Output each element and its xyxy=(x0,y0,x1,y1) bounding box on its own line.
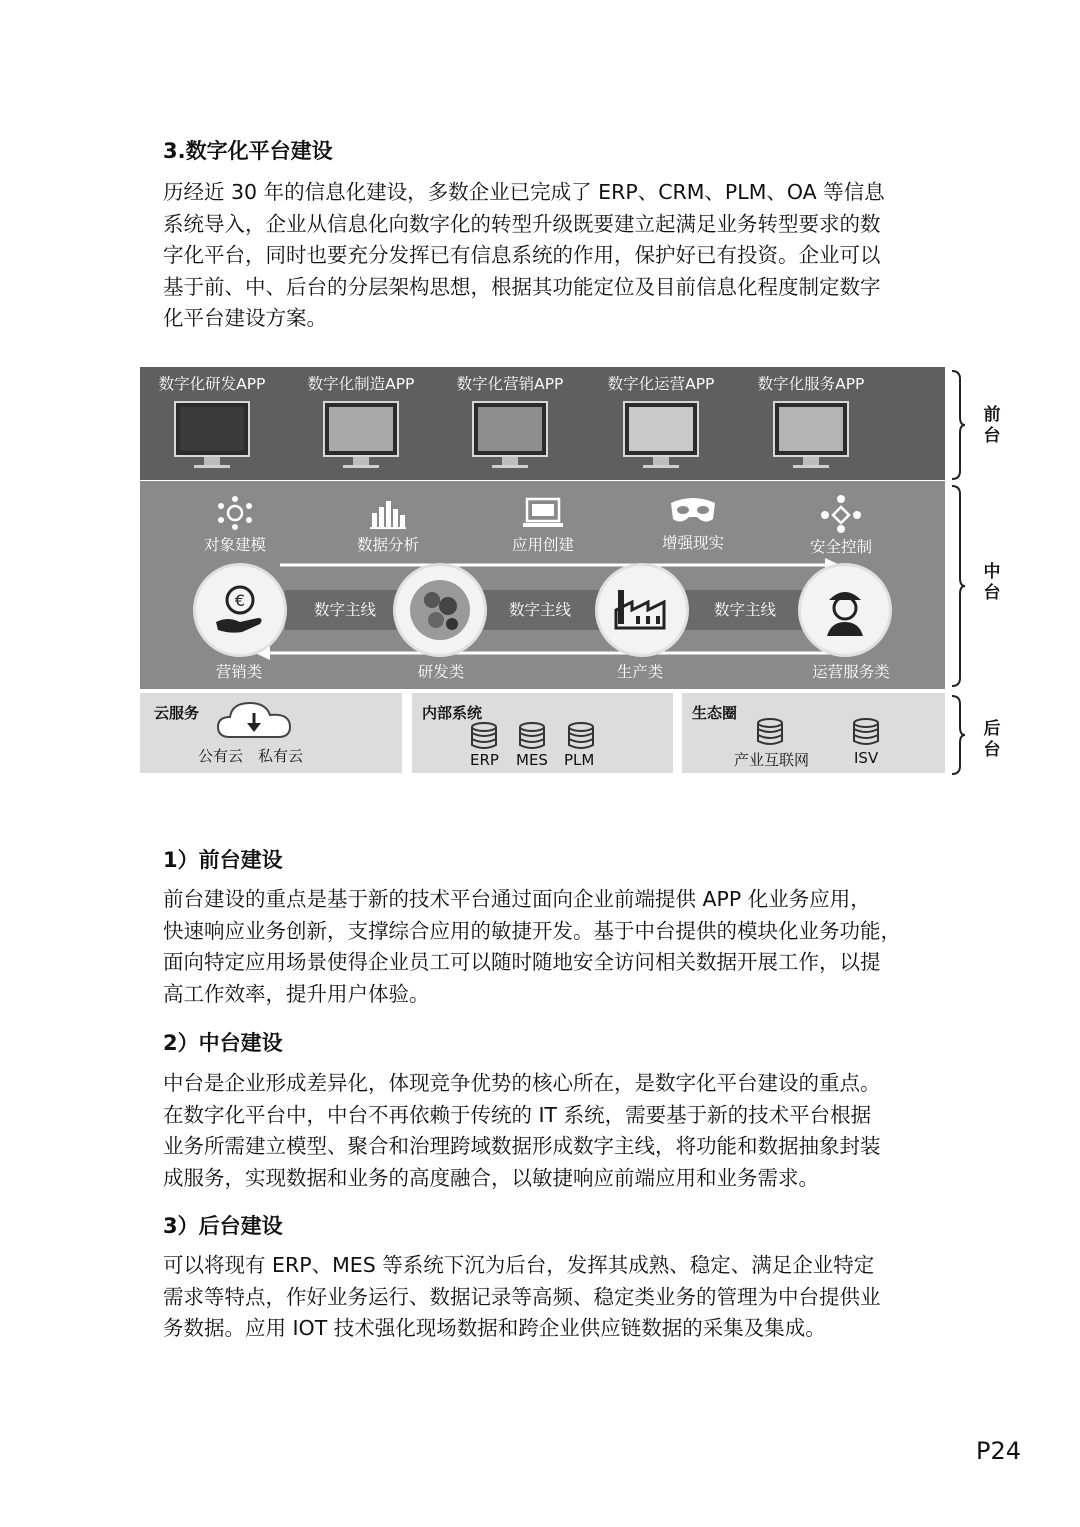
category-label: 生产类 xyxy=(616,663,664,681)
paragraph-line: 可以将现有 ERP、MES 等系统下沉为后台，发挥其成熟、稳定、满足企业特定 xyxy=(163,1253,875,1277)
capability-label: 应用创建 xyxy=(511,536,574,554)
subsection-paragraph-middle xyxy=(163,1068,923,1194)
back-internal-panel xyxy=(412,693,673,773)
front-app-manufacturing xyxy=(286,373,436,457)
paragraph-line: 前台建设的重点是基于新的技术平台通过面向企业前端提供 APP 化业务应用， xyxy=(163,887,871,911)
monitor-icon xyxy=(472,401,548,457)
back-brace xyxy=(950,694,966,776)
monitor-icon xyxy=(323,401,399,457)
middle-layer-band xyxy=(140,481,945,689)
monitor-icon xyxy=(174,401,250,457)
engineer-icon xyxy=(801,566,889,654)
subsection-title-middle: 2）中台建设 xyxy=(163,1031,283,1055)
intro-line: 历经近 30 年的信息化建设，多数企业已完成了 ERP、CRM、PLM、OA 等信息 xyxy=(163,180,885,204)
front-app-title: 数字化营销APP xyxy=(456,375,564,393)
capability-data-analysis xyxy=(313,495,463,555)
layer-char: 后 xyxy=(983,719,1001,739)
front-app-title: 数字化制造APP xyxy=(307,375,415,393)
paragraph-line: 快速响应业务创新，支撑综合应用的敏捷开发。基于中台提供的模块化业务功能， xyxy=(163,918,901,943)
factory-icon xyxy=(598,566,686,654)
bar-chart-icon xyxy=(368,495,408,531)
system-label: MES xyxy=(516,751,548,769)
digital-thread-band: 数字主线 xyxy=(285,590,405,630)
flow-arrow-left xyxy=(255,646,855,660)
intro-paragraph xyxy=(163,177,923,335)
people-network-icon xyxy=(819,493,863,533)
architecture-diagram xyxy=(140,367,945,775)
paragraph-line: 务数据。应用 IOT 技术强化现场数据和跨企业供应链数据的采集及集成。 xyxy=(163,1316,826,1340)
monitor-icon xyxy=(773,401,849,457)
section-title: 3.数字化平台建设 xyxy=(163,139,333,163)
paragraph-line: 需求等特点，作好业务运行、数据记录等高频、稳定类业务的管理为中台提供业 xyxy=(163,1284,881,1309)
page-number: P24 xyxy=(976,1437,1022,1465)
front-layer-label xyxy=(982,405,1002,447)
euro-hand-icon xyxy=(196,566,284,654)
database-icon xyxy=(470,721,500,751)
middle-layer-label xyxy=(982,562,1002,604)
category-label: 研发类 xyxy=(417,663,465,681)
paragraph-line: 高工作效率，提升用户体验。 xyxy=(163,981,430,1006)
eco-label: ISV xyxy=(854,749,879,767)
eco-label: 产业互联网 xyxy=(734,751,810,769)
intro-line: 系统导入，企业从信息化向数字化的转型升级既要建立起满足业务转型要求的数 xyxy=(163,211,881,236)
front-app-title: 数字化研发APP xyxy=(158,375,266,393)
database-icon xyxy=(852,717,882,747)
digital-thread-band: 数字主线 xyxy=(480,590,600,630)
layer-char: 台 xyxy=(983,426,1001,446)
internal-title: 内部系统 xyxy=(422,704,483,722)
database-icon xyxy=(756,717,786,747)
digital-thread-band: 数字主线 xyxy=(685,590,805,630)
subsection-title-front: 1）前台建设 xyxy=(163,848,283,872)
capability-label: 安全控制 xyxy=(809,538,872,556)
cloud-download-icon xyxy=(216,699,292,741)
paragraph-line: 成服务，实现数据和业务的高度融合，以敏捷响应前端应用和业务需求。 xyxy=(163,1165,819,1190)
paragraph-line: 在数字化平台中，中台不再依赖于传统的 IT 系统，需要基于新的技术平台根据 xyxy=(163,1102,872,1127)
intro-line: 基于前、中、后台的分层架构思想，根据其功能定位及目前信息化程度制定数字 xyxy=(163,274,881,299)
back-layer-label xyxy=(982,719,1002,761)
back-eco-panel xyxy=(682,693,945,773)
layer-char: 前 xyxy=(983,405,1001,425)
system-label: ERP xyxy=(470,751,499,769)
front-layer-band xyxy=(140,367,945,480)
front-brace xyxy=(950,369,966,481)
subsection-title-back: 3）后台建设 xyxy=(163,1214,283,1238)
category-label: 营销类 xyxy=(215,663,263,681)
capability-label: 数据分析 xyxy=(356,536,419,554)
front-app-title: 数字化运营APP xyxy=(607,375,715,393)
paragraph-line: 面向特定应用场景使得企业员工可以随时随地安全访问相关数据开展工作，以提 xyxy=(163,950,881,974)
layer-char: 台 xyxy=(983,740,1001,760)
service-circle xyxy=(798,563,892,657)
laptop-icon xyxy=(521,495,565,531)
cloud-title: 云服务 xyxy=(154,704,200,722)
intro-line: 化平台建设方案。 xyxy=(163,306,327,330)
capability-label: 对象建模 xyxy=(203,536,266,554)
capability-label: 增强现实 xyxy=(661,534,724,552)
intro-line: 字化平台，同时也要充分发挥已有信息系统的作用，保护好已有投资。企业可以 xyxy=(163,243,881,267)
database-icon xyxy=(567,721,597,751)
back-cloud-panel xyxy=(140,693,402,773)
front-app-marketing xyxy=(435,373,585,457)
cloud-label: 公有云 私有云 xyxy=(198,747,304,765)
molecule-icon xyxy=(396,566,484,654)
capability-augmented-reality xyxy=(618,493,768,553)
subsection-paragraph-front xyxy=(163,884,923,1010)
vr-headset-icon xyxy=(667,493,719,529)
production-circle xyxy=(595,563,689,657)
layer-char: 台 xyxy=(983,583,1001,603)
eco-title: 生态圈 xyxy=(692,704,738,722)
monitor-icon xyxy=(623,401,699,457)
middle-brace xyxy=(950,484,966,688)
paragraph-line: 中台是企业形成差异化，体现竞争优势的核心所在，是数字化平台建设的重点。 xyxy=(163,1071,881,1095)
flow-arrow-right xyxy=(280,558,840,572)
category-label: 运营服务类 xyxy=(812,663,890,681)
svg-text:€: € xyxy=(234,591,246,610)
layer-char: 中 xyxy=(983,562,1001,582)
capability-app-creation xyxy=(468,495,618,555)
paragraph-line: 业务所需建立模型、聚合和治理跨域数据形成数字主线，将功能和数据抽象封装 xyxy=(163,1134,881,1158)
subsection-paragraph-back xyxy=(163,1250,923,1345)
capability-security-control xyxy=(766,493,916,557)
marketing-circle xyxy=(193,563,287,657)
front-app-title: 数字化服务APP xyxy=(757,375,865,393)
front-app-operations xyxy=(586,373,736,457)
network-icon xyxy=(215,495,255,531)
rd-circle xyxy=(393,563,487,657)
database-icon xyxy=(518,721,548,751)
front-app-service xyxy=(736,373,886,457)
system-label: PLM xyxy=(564,751,595,769)
capability-object-modeling xyxy=(160,495,310,555)
front-app-rd xyxy=(137,373,287,457)
